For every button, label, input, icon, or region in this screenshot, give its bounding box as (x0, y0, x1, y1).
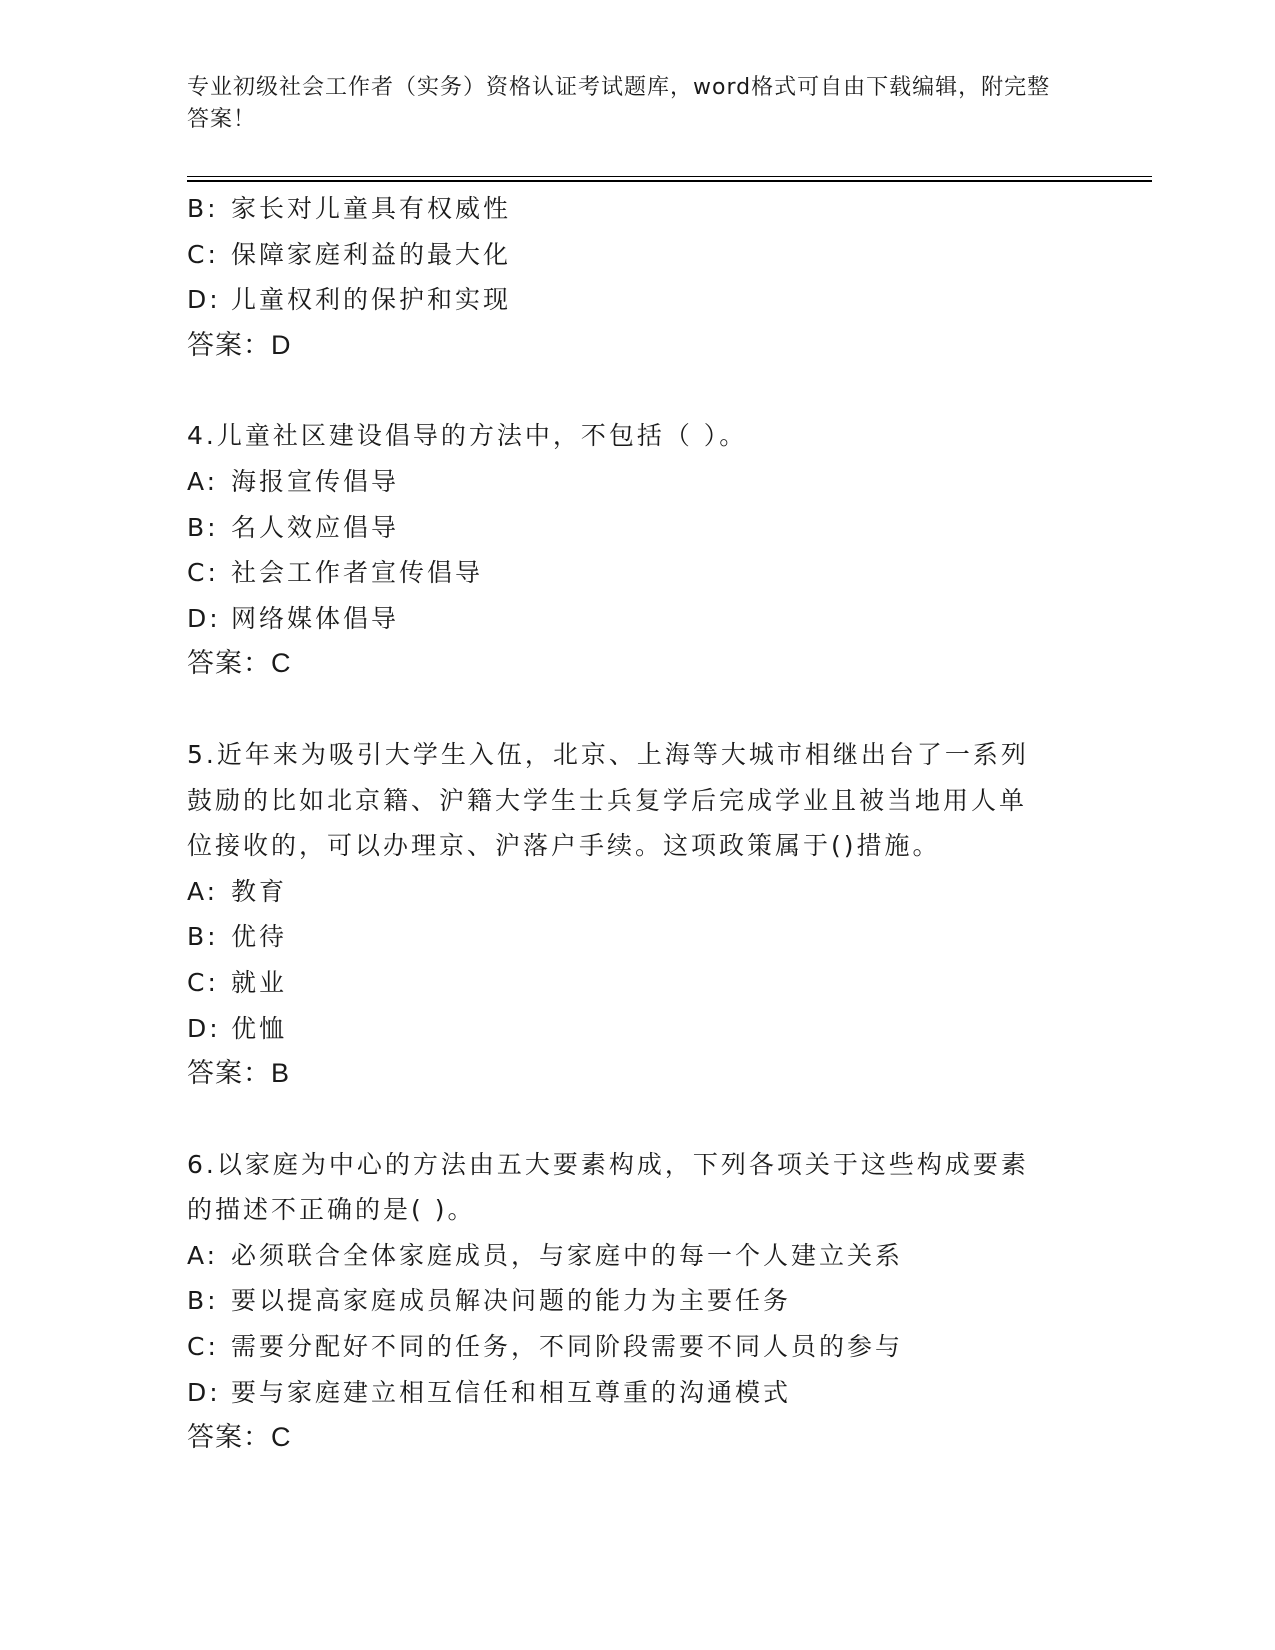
option-d: D: 儿童权利的保护和实现 (187, 285, 512, 315)
question-6 (187, 1142, 1087, 1461)
header-divider-thin (187, 176, 1152, 177)
document-header (187, 72, 1067, 136)
option-a: A: 必须联合全体家庭成员，与家庭中的每一个人建立关系 (187, 1240, 904, 1270)
answer-line: 答案：C (187, 1422, 292, 1453)
question-list (187, 186, 1087, 1461)
question-stem-line-2: 的描述不正确的是( )。 (187, 1195, 476, 1225)
option-d: D: 网络媒体倡导 (187, 603, 400, 633)
answer-line: 答案：B (187, 1058, 291, 1089)
option-c: C: 社会工作者宣传倡导 (187, 558, 484, 588)
header-divider-thick (187, 180, 1152, 182)
option-c: C: 保障家庭利益的最大化 (187, 239, 512, 269)
question-3-continued (187, 186, 1087, 368)
option-b: B: 要以提高家庭成员解决问题的能力为主要任务 (187, 1286, 792, 1316)
option-b: B: 名人效应倡导 (187, 512, 400, 542)
option-a: A: 海报宣传倡导 (187, 466, 400, 496)
option-d: D: 要与家庭建立相互信任和相互尊重的沟通模式 (187, 1377, 792, 1407)
header-title: 专业初级社会工作者（实务）资格认证考试题库，word格式可自由下载编辑，附完整答案！ (187, 75, 1051, 132)
question-stem-line-2: 鼓励的比如北京籍、沪籍大学生士兵复学后完成学业且被当地用人单 (187, 785, 1028, 815)
question-stem-line-1: 5.近年来为吸引大学生入伍，北京、上海等大城市相继出台了一系列 (187, 739, 1029, 769)
option-b: B: 优待 (187, 922, 288, 952)
option-d: D: 优恤 (187, 1013, 288, 1043)
question-stem-line-1: 6.以家庭为中心的方法由五大要素构成，下列各项关于这些构成要素 (187, 1149, 1029, 1179)
option-b: B: 家长对儿童具有权威性 (187, 194, 512, 223)
answer-line: 答案：C (187, 648, 292, 679)
option-c: C: 需要分配好不同的任务，不同阶段需要不同人员的参与 (187, 1332, 904, 1362)
question-4 (187, 413, 1087, 687)
question-stem-line-3: 位接收的，可以办理京、沪落户手续。这项政策属于()措施。 (187, 831, 941, 861)
question-stem: 4.儿童社区建设倡导的方法中，不包括（ ）。 (187, 421, 748, 451)
option-c: C: 就业 (187, 967, 288, 997)
option-a: A: 教育 (187, 876, 288, 906)
answer-line: 答案：D (187, 329, 292, 360)
question-5 (187, 732, 1087, 1097)
